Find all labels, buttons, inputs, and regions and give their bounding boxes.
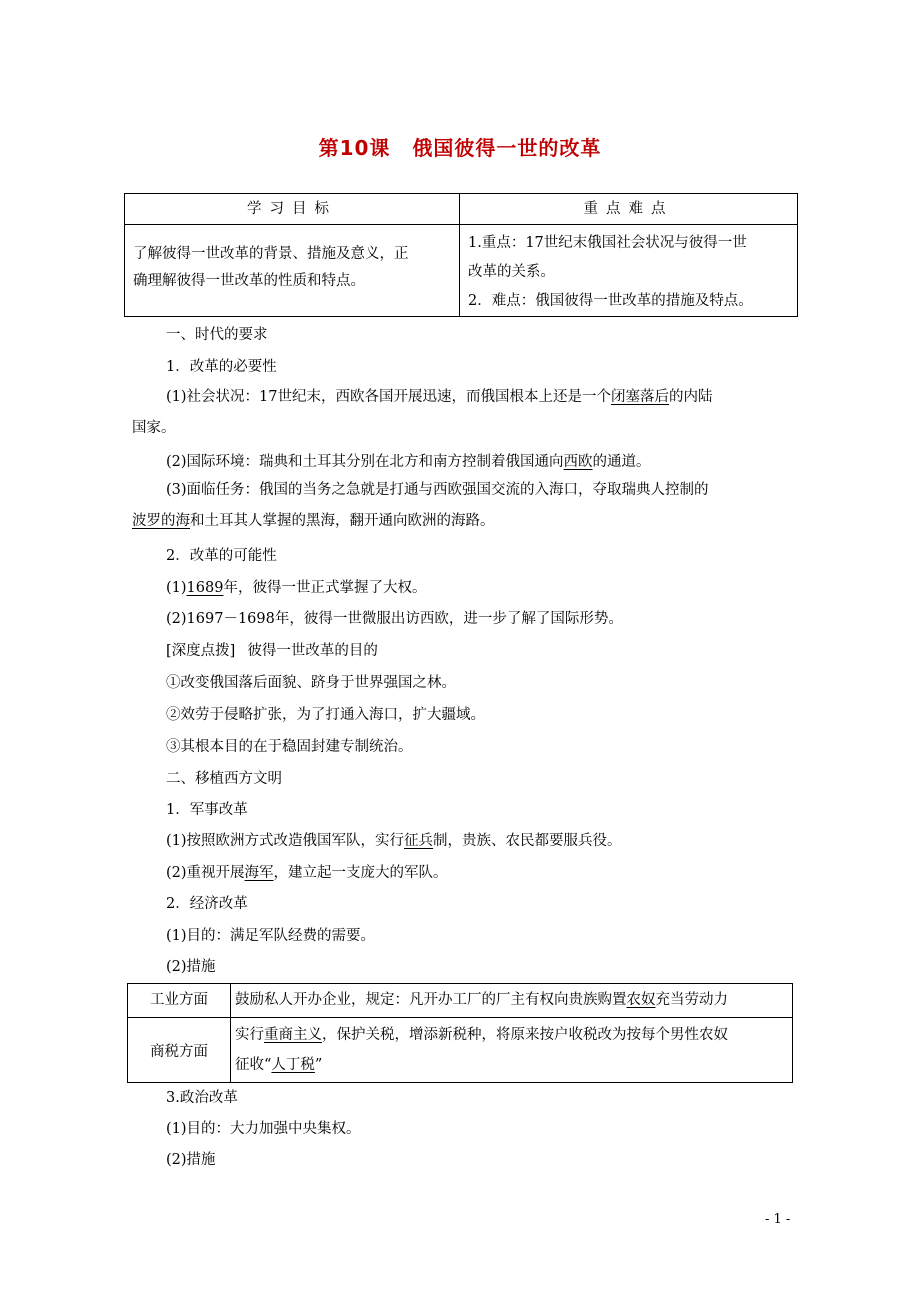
paragraph-politics-measures: (2)措施 (166, 1152, 216, 1168)
deep-insight-item: ①改变俄国落后面貌、跻身于世界强国之林。 (166, 675, 456, 691)
underlined-term: 农奴 (626, 992, 656, 1008)
text: 的内陆 (669, 389, 713, 405)
lesson-title (0, 132, 920, 161)
paragraph-econ-goal: (1)目的：满足军队经费的需要。 (166, 928, 376, 944)
underlined-term: 重商主义 (264, 1027, 322, 1043)
underlined-term: 人丁税 (271, 1057, 315, 1073)
subsection-heading: 1．军事改革 (166, 802, 248, 818)
text: 的通道。 (592, 454, 651, 470)
subsection-heading: 2．经济改革 (166, 896, 248, 912)
underlined-term: 征兵 (404, 833, 434, 849)
paragraph-politics-goal: (1)目的：大力加强中央集权。 (166, 1121, 361, 1137)
subsection-heading: 3.政治改革 (166, 1090, 238, 1106)
section-heading: 一、时代的要求 (166, 327, 268, 343)
text: 实行 (235, 1027, 264, 1043)
paragraph-international (166, 450, 651, 471)
measure-label-commerce: 商税方面 (128, 1018, 231, 1083)
deep-insight-item: ③其根本目的在于稳固封建专制统治。 (166, 739, 413, 755)
page-number: - 1 - (765, 1212, 791, 1227)
underlined-term: 西欧 (563, 454, 593, 470)
text: ” (314, 1057, 323, 1073)
deep-insight-title: 彼得一世改革的目的 (247, 643, 378, 659)
subsection-heading: 2．改革的可能性 (166, 548, 277, 564)
economic-measures-table (127, 983, 793, 1083)
keypoints-line: 2．难点：俄国彼得一世改革的措施及特点。 (468, 293, 753, 309)
underlined-term: 波罗的海 (132, 513, 190, 529)
text: (1)社会状况：17世纪末，西欧各国开展迅速，而俄国根本上还是一个 (166, 389, 611, 405)
goals-cell-objectives (125, 225, 460, 317)
objectives-line: 了解彼得一世改革的背景、措施及意义，正 (133, 246, 409, 262)
paragraph-conscription (166, 829, 622, 850)
measure-industry (231, 984, 793, 1018)
text: ，建立起一支庞大的军队。 (273, 865, 448, 881)
goals-table (124, 193, 798, 317)
text: (3)面临任务：俄国的当务之急就是打通与西欧强国交流的入海口，夺取瑞典人控制的 (166, 482, 709, 498)
section-heading: 二、移植西方文明 (166, 771, 282, 787)
paragraph-1697: (2)1697－1698年，彼得一世微服出访西欧，进一步了解了国际形势。 (166, 611, 623, 627)
goals-cell-keypoints (460, 225, 798, 317)
objectives-line: 确理解彼得一世改革的性质和特点。 (133, 273, 365, 289)
text: 和土耳其人掌握的黑海，翻开通向欧洲的海路。 (190, 513, 495, 529)
text: 国家。 (132, 420, 176, 436)
paragraph-navy (166, 861, 448, 882)
deep-insight-tag: [深度点拨] (166, 643, 236, 659)
text: 鼓励私人开办企业，规定：凡开办工厂的厂主有权向贵族购置 (235, 992, 627, 1008)
text: (1) (166, 580, 187, 596)
paragraph-1689 (166, 576, 426, 597)
keypoints-line: 改革的关系。 (468, 264, 555, 280)
paragraph-econ-measures: (2)措施 (166, 959, 216, 975)
text: 充当劳动力 (655, 992, 728, 1008)
text: 制，贵族、农民都要服兵役。 (433, 833, 622, 849)
underlined-term: 1689 (186, 580, 224, 596)
paragraph-social-status (132, 382, 788, 444)
keypoints-line: 1.重点：17世纪末俄国社会状况与彼得一世 (468, 235, 747, 251)
text: (1)按照欧洲方式改造俄国军队，实行 (166, 833, 405, 849)
measure-commerce (231, 1018, 793, 1083)
goals-header-left: 学习目标 (125, 194, 460, 225)
lesson-name: 俄国彼得一世的改革 (412, 136, 602, 160)
text: (2)重视开展 (166, 865, 245, 881)
underlined-term: 闭塞落后 (611, 389, 669, 405)
text: (2)国际环境：瑞典和土耳其分别在北方和南方控制着俄国通向 (166, 454, 564, 470)
deep-insight-item: ②效劳于侵略扩张，为了打通入海口，扩大疆域。 (166, 707, 485, 723)
deep-insight-heading (166, 639, 378, 660)
underlined-term: 海军 (244, 865, 274, 881)
text: ，保护关税，增添新税种，将原来按户收税改为按每个男性农奴 (322, 1027, 728, 1043)
text: 年，彼得一世正式掌握了大权。 (223, 580, 427, 596)
goals-header-right: 重点难点 (460, 194, 798, 225)
lesson-number: 第10课 (318, 136, 391, 160)
subsection-heading: 1．改革的必要性 (166, 359, 277, 375)
measure-label-industry: 工业方面 (128, 984, 231, 1018)
paragraph-tasks (132, 475, 788, 537)
text: 征收“ (235, 1057, 272, 1073)
